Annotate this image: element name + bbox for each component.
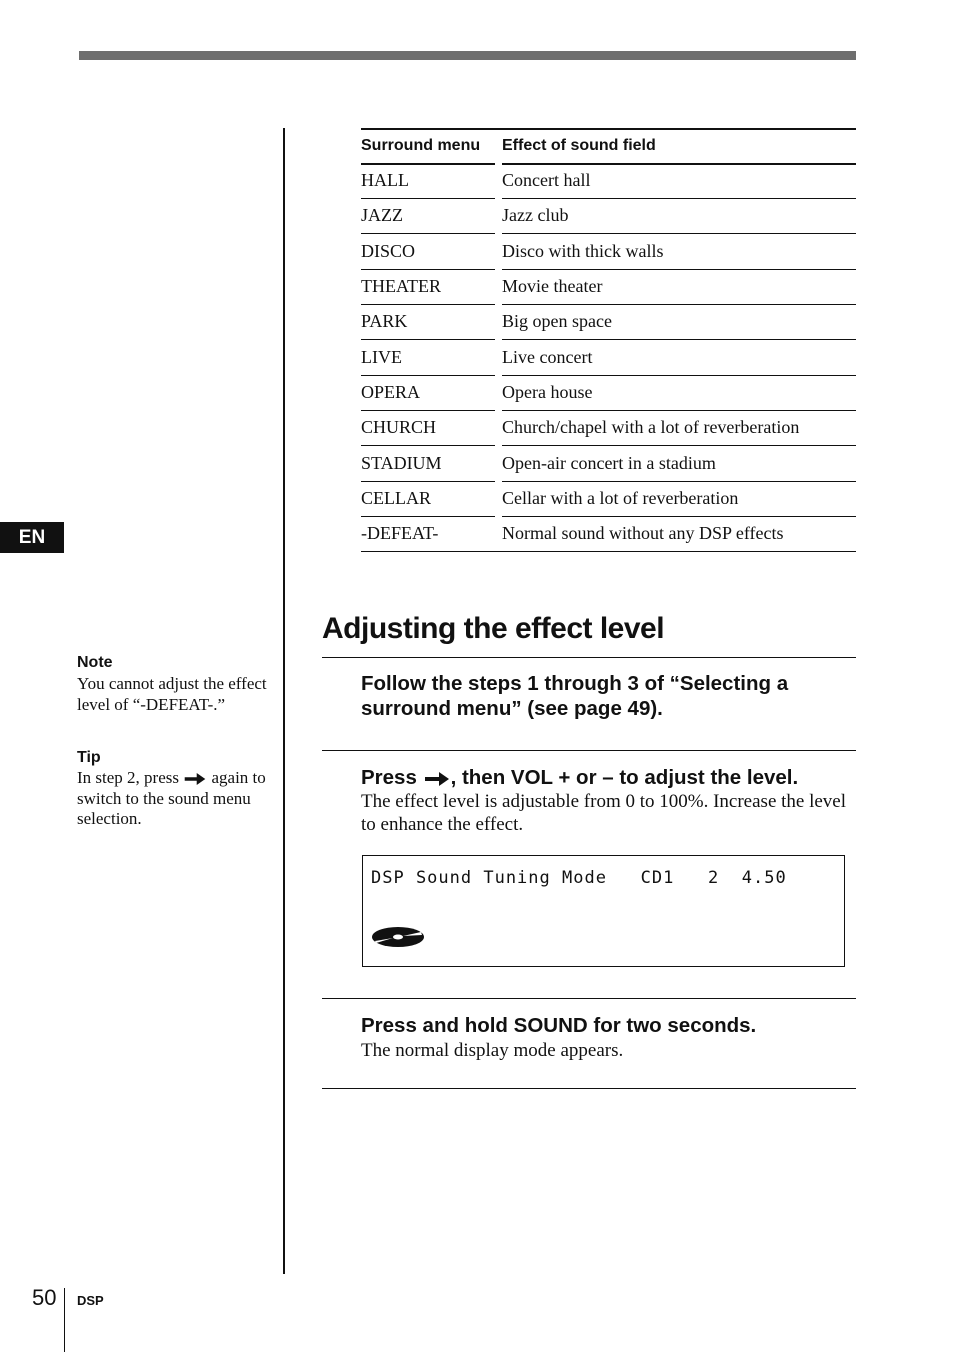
step-2-body: The effect level is adjustable from 0 to 100%. Increase the level to enhance the effect.	[361, 791, 847, 835]
table-row	[361, 410, 856, 445]
effect-cell: Normal sound without any DSP effects	[502, 523, 784, 543]
table-row	[361, 340, 856, 375]
display-readout: DSP Sound Tuning Mode CD1 2 4.50	[371, 868, 787, 888]
step-divider	[322, 750, 856, 751]
menu-cell: CELLAR	[361, 481, 495, 517]
table-header-cell: Effect of sound field	[502, 128, 856, 165]
cd-disc-icon	[371, 926, 425, 948]
step-3-heading: Press and hold SOUND for two seconds.	[361, 1014, 757, 1037]
table-row	[361, 481, 856, 516]
page-number: 50	[32, 1285, 57, 1310]
step-2-heading-start: Press	[361, 766, 417, 789]
menu-cell: STADIUM	[361, 446, 495, 482]
table-row	[361, 375, 856, 410]
table-row	[361, 198, 856, 233]
effect-cell: Opera house	[502, 375, 856, 411]
table-row	[361, 446, 856, 481]
tip-heading: Tip	[77, 749, 101, 766]
table-row	[361, 304, 856, 339]
effect-cell: Cellar with a lot of reverberation	[502, 481, 856, 517]
menu-cell: THEATER	[361, 269, 495, 305]
note-heading: Note	[77, 654, 113, 671]
effect-cell: Big open space	[502, 304, 856, 340]
menu-cell: OPERA	[361, 375, 495, 411]
menu-cell: -DEFEAT-	[361, 523, 439, 543]
table-header-cell: Surround menu	[361, 128, 495, 165]
step-divider	[322, 998, 856, 999]
table-header-row	[361, 128, 856, 163]
tip-text-end: again to switch to the sound menu selection.	[77, 768, 266, 828]
effect-cell: Disco with thick walls	[502, 234, 856, 270]
step-1-heading: Follow the steps 1 through 3 of “Selecting a surround menu” (see page 49).	[361, 672, 789, 720]
column-divider	[283, 128, 285, 1274]
effect-cell: Movie theater	[502, 269, 856, 305]
effect-cell: Open-air concert in a stadium	[502, 446, 856, 482]
step-2-heading-end: , then VOL + or – to adjust the level.	[450, 766, 799, 789]
section-title: Adjusting the effect level	[322, 612, 665, 645]
effect-cell: Live concert	[502, 340, 856, 376]
menu-cell: LIVE	[361, 340, 495, 376]
effect-cell: Church/chapel with a lot of reverberation	[502, 410, 856, 446]
arrow-button-icon	[423, 770, 451, 788]
section-end-rule	[322, 1088, 856, 1089]
menu-cell: CHURCH	[361, 410, 495, 446]
section-rule	[322, 657, 856, 658]
lcd-display-illustration	[362, 855, 845, 967]
menu-cell: JAZZ	[361, 198, 495, 234]
step-2-heading	[361, 765, 856, 790]
effect-cell: Concert hall	[502, 163, 856, 199]
table-row	[361, 234, 856, 269]
step-3-body: The normal display mode appears.	[361, 1040, 624, 1061]
effect-cell: Jazz club	[502, 198, 856, 234]
table-row	[361, 269, 856, 304]
tip-text-start: In step 2, press	[77, 768, 179, 787]
footer-section-label: DSP	[77, 1293, 104, 1308]
arrow-button-icon	[183, 771, 207, 787]
top-bar	[79, 51, 856, 60]
footer-divider	[64, 1288, 65, 1352]
note-text: You cannot adjust the effect level of “-DEFEAT-.”	[77, 674, 267, 714]
table-row	[361, 516, 856, 551]
language-tab: EN	[0, 522, 64, 553]
tip-text	[77, 768, 272, 830]
table-bottom-rule	[361, 551, 856, 552]
menu-cell: DISCO	[361, 234, 495, 270]
menu-cell: PARK	[361, 304, 495, 340]
menu-cell: HALL	[361, 163, 495, 199]
table-row	[361, 163, 856, 198]
